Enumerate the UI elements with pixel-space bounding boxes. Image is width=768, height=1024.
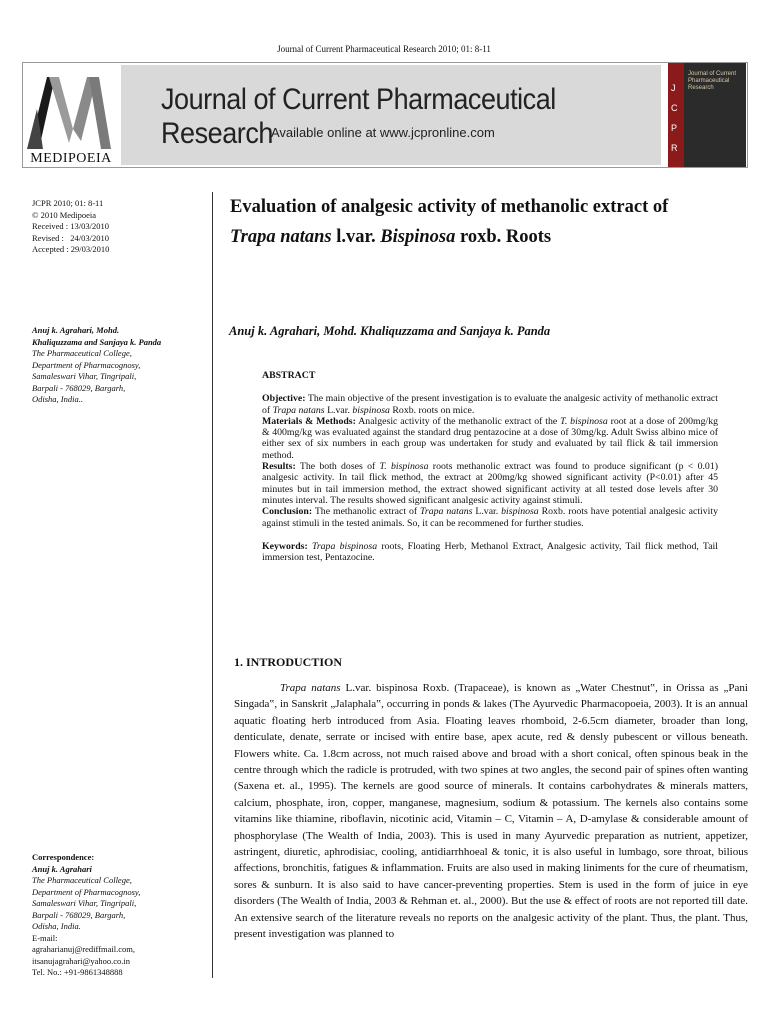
abstract-text: Analgesic activity of the methanolic extract of the <box>355 415 561 427</box>
sidebar-divider <box>212 192 213 978</box>
objective-label: Objective: <box>262 393 306 405</box>
telephone: Tel. No.: +91-9861348888 <box>32 967 123 977</box>
conclusion-label: Conclusion: <box>262 506 313 518</box>
introduction-heading: 1. INTRODUCTION <box>234 655 343 669</box>
species-name: Trapa natans <box>420 506 473 518</box>
publisher-name: MEDIPOEIA <box>30 151 112 166</box>
meta-copyright: © 2010 Medipoeia <box>32 209 97 220</box>
abstract-text: L.var. <box>472 506 502 518</box>
keywords-text: roots, Floating Herb, Methanol Extract, Analgesic activity, Tail flick method, Tail immersion test, Pentazocine. <box>262 540 718 564</box>
banner-title-area <box>121 65 661 165</box>
title-variety: Bispinosa <box>380 227 456 247</box>
meta-accepted: Accepted : 29/03/2010 <box>32 244 110 254</box>
email-label: E-mail: <box>32 932 58 943</box>
species-name: Trapa natans <box>272 404 325 416</box>
affiliation-line: Samaleswari Vihar, Tingripali, <box>32 371 137 381</box>
meta-received: Received : 13/03/2010 <box>32 221 109 231</box>
journal-website[interactable]: Available online at www.jcpronline.com <box>271 125 495 140</box>
article-authors: Anuj k. Agrahari, Mohd. Khaliquzzama and Sanjaya k. Panda <box>229 324 551 338</box>
abstract <box>262 370 718 563</box>
cover-letter: P <box>671 123 678 133</box>
correspondence-name: Anuj k. Agrahari <box>32 863 92 874</box>
title-species: Trapa natans <box>230 227 332 247</box>
introduction-text: L.var. bispinosa Roxb. (Trapaceae), is known as „Water Chestnut‟, in Orissa as „Pani Singada‟, in Sanskrit „Jalaphala‟, occurring in ponds & lakes (The Ayurvedic Pharmacopoeia, 2003). It is an annual aquatic floating herb introduced from Asia. Floating leaves rhomboid, 2-6.5cm diameter, broader than long, denticulate, denate, serrate or incised with entire base, apex acute, red & densly pubescent or villous beneath. Flowers white. Ca. 1.8cm across, not much raised above and broad with a short conical, often spinous beak in the centre through which the radicle is protruded, with two spines at two angles, the second pair of spines often wanting (Saxena et. al., 1995). The kernels are good source of minerals. It contains carbohydrates & minerals matters, calcium, phosphate, iron, copper, manganese, magnesium, sodium & potassium. The kernels also contains some vitamins like thiamine, riboflavin, nicotinic acid, Vitamin – C, Vitamin – A, D-amylase & considerable amount of phosphorylase (The Wealth of India, 2003). This is used in many Ayurvedic preparation as nutrient, appetizer, astringent, diuretic, aphrodisiac, cooling, antidiarrhhoeal & tonic, it is also useful in lumbago, sore throat, bilious affections, bronchitis, fatigues & inflammation. Fruits are also used in making liniments for the cure of rheumatism, sores & sunburn. It is also said to have cancer-preventing properties. Stem is used in the form of juice in eye disorders (The Wealth of India, 2003 & Rehman et. al., 2000). But the use & effect of roots are not reported till date. An extensive search of the literature reveals no reports on the analgesic activity of the plant. Thus, the plant. Thus, present investigation was planned to <box>234 682 748 941</box>
species-name: Trapa bispinosa <box>311 540 378 552</box>
keywords-label: Keywords: <box>262 540 308 552</box>
abstract-text: root at a dose of 200mg/kg & 400mg/kg was evaluated against the standard drug pentazocine at a dose of 30mg/kg. Adult Swiss albino mice of either sex of six numbers in each group was undertaken for study and evaluated by tail flick & tail immersion method. <box>262 415 719 461</box>
abstract-text: The methanolic extract of <box>312 506 421 518</box>
keywords <box>262 541 718 564</box>
abstract-text: roots methanolic extract was found to produce significant (p < 0.01) analgesic activity. In tail flick method, the extract at 200mg/kg showed significant activity (P<0.01) after 45 minutes but in tail immersion method, the extract showed significant activity at all tested dose levels after 30 minutes interval. The results showed significant analgesic activity against stimuli. <box>262 461 718 506</box>
abstract-results <box>262 461 718 506</box>
correspondence-affiliation: The Pharmaceutical College, <box>32 875 132 885</box>
publisher-logo <box>23 63 117 167</box>
email-link[interactable]: itsanujagrahari@yahoo.co.in <box>32 955 130 966</box>
title-text: roxb. Roots <box>455 227 552 247</box>
cover-title: Journal of Current Pharmaceutical Research <box>688 71 737 91</box>
affiliation-line: The Pharmaceutical College, <box>32 348 132 358</box>
medipoeia-m-logo-icon <box>25 69 115 151</box>
abstract-objective <box>262 393 718 416</box>
results-label: Results: <box>262 461 296 473</box>
abstract-methods <box>262 416 718 461</box>
abstract-conclusion <box>262 506 718 529</box>
affiliation-line: Department of Pharmacognosy, <box>32 359 141 370</box>
meta-citation: JCPR 2010; 01: 8-11 <box>32 198 104 208</box>
variety-name: bispinosa <box>352 404 390 416</box>
correspondence-affiliation: Samaleswari Vihar, Tingripali, <box>32 898 137 908</box>
abstract-text: The both doses of <box>295 461 380 473</box>
sidebar-authors-line: Anuj k. Agrahari, Mohd. <box>32 325 120 335</box>
correspondence-label: Correspondence: <box>32 852 95 862</box>
affiliation-line: Barpali - 768029, Bargarh, <box>32 382 126 393</box>
meta-revised: Revised : 24/03/2010 <box>32 232 109 243</box>
abstract-heading: ABSTRACT <box>262 370 316 381</box>
abstract-text: Roxb. roots on mice. <box>389 404 475 416</box>
species-name: Trapa natans <box>280 682 341 694</box>
correspondence-block <box>32 852 208 979</box>
variety-name: bispinosa <box>501 506 539 518</box>
species-name: T. bispinosa <box>379 461 429 473</box>
affiliation-line: Odisha, India.. <box>32 394 83 404</box>
correspondence-affiliation: Department of Pharmacognosy, <box>32 886 141 897</box>
journal-cover-thumbnail <box>668 63 746 167</box>
introduction-paragraph <box>234 680 748 943</box>
abstract-text: Roxb. roots have potential analgesic activity against stimuli in the tested animals. So, it can be recommened for further studies. <box>262 506 719 529</box>
cover-letter: J <box>671 83 676 93</box>
cover-letter: C <box>671 103 678 113</box>
article-meta <box>32 198 208 256</box>
species-name: T. bispinosa <box>560 415 608 427</box>
sidebar-authors-line: Khaliquzzama and Sanjaya k. Panda <box>32 336 162 347</box>
abstract-text: The main objective of the present investigation is to evaluate the analgesic activity of methanolic extract of <box>262 393 718 416</box>
title-text: l.var. <box>331 227 381 247</box>
email-link[interactable]: agraharianuj@rediffmail.com, <box>32 944 136 954</box>
sidebar-authors <box>32 325 208 406</box>
methods-label: Materials & Methods: <box>262 415 356 427</box>
running-head: Journal of Current Pharmaceutical Research 2010; 01: 8-11 <box>277 44 491 54</box>
title-text: Evaluation of analgesic activity of methanolic extract of <box>230 197 669 217</box>
abstract-text: L.var. <box>324 404 353 416</box>
correspondence-affiliation: Odisha, India. <box>32 921 81 931</box>
cover-strip <box>668 63 684 167</box>
article-title <box>230 192 700 252</box>
correspondence-affiliation: Barpali - 768029, Bargarh, <box>32 909 126 920</box>
journal-banner <box>22 62 748 168</box>
cover-letter: R <box>671 143 678 153</box>
journal-title: Journal of Current Pharmaceutical Research <box>161 83 556 150</box>
